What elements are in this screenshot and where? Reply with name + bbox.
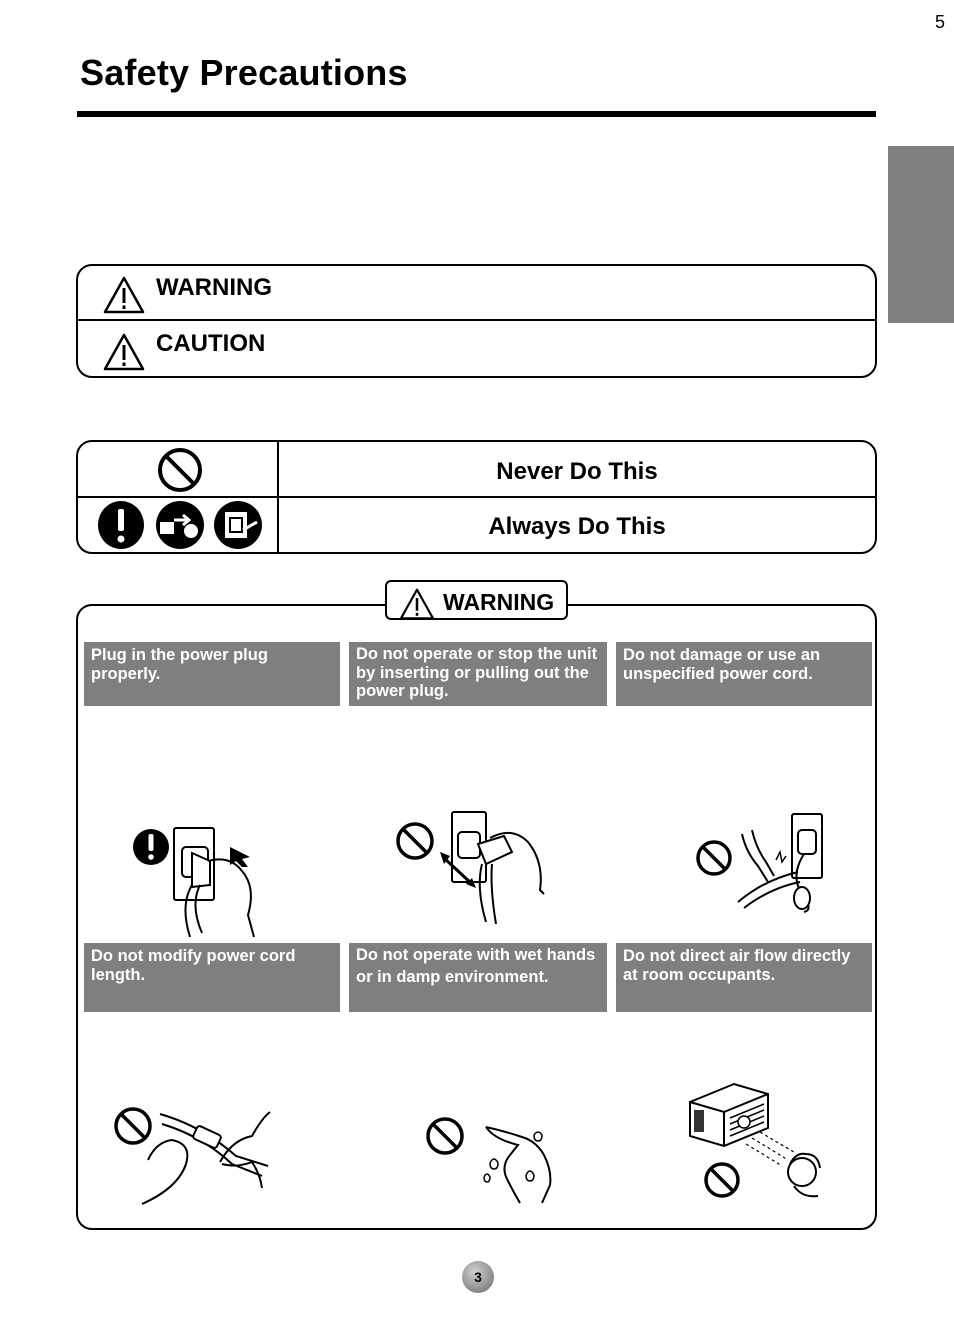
never-do-label: Never Do This [496,458,658,485]
warning-triangle-icon [103,333,145,371]
legend-row-caution [78,323,875,378]
plug-pull-illustration [394,808,549,926]
cord-cut-illustration [694,810,830,915]
page-badge: 3 [462,1261,494,1293]
airflow-person-illustration [686,1080,826,1202]
divider [78,496,875,498]
legend-label: CAUTION [156,330,266,357]
warning-triangle-icon [399,588,435,620]
warning-triangle-icon [103,276,145,314]
warning-title-label: WARNING [443,589,555,615]
warning-item-heading: Do not operate or stop the unit by inserting or pulling out the power plug. [349,642,607,706]
wet-hands-illustration [424,1115,559,1207]
section-tab [888,146,954,323]
signal-word-legend [76,264,877,378]
always-do-label: Always Do This [488,513,666,540]
symbol-legend [76,440,877,554]
warning-item-heading: Do not direct air flow directly at room occupants. [616,943,872,1012]
exclamation-icon [97,500,145,550]
legend-row-warning [78,266,875,321]
page-number: 5 [934,12,945,32]
prohibition-icon [157,447,203,493]
cord-extend-illustration [112,1104,272,1208]
page-title: Safety Precautions [80,52,408,93]
warning-item-heading: Do not operate with wet hands or in damp environment. [349,943,607,1012]
title-rule [77,111,876,117]
warning-item-heading: Plug in the power plug properly. [84,642,340,706]
unplug-icon [155,500,205,550]
warning-section-title [385,580,568,620]
ground-icon [213,500,263,550]
warning-item-heading: Do not modify power cord length. [84,943,340,1012]
divider [78,319,875,321]
warning-item-heading: Do not damage or use an unspecified power cord. [616,642,872,706]
legend-label: WARNING [156,274,272,301]
plug-insert-illustration [130,825,270,940]
